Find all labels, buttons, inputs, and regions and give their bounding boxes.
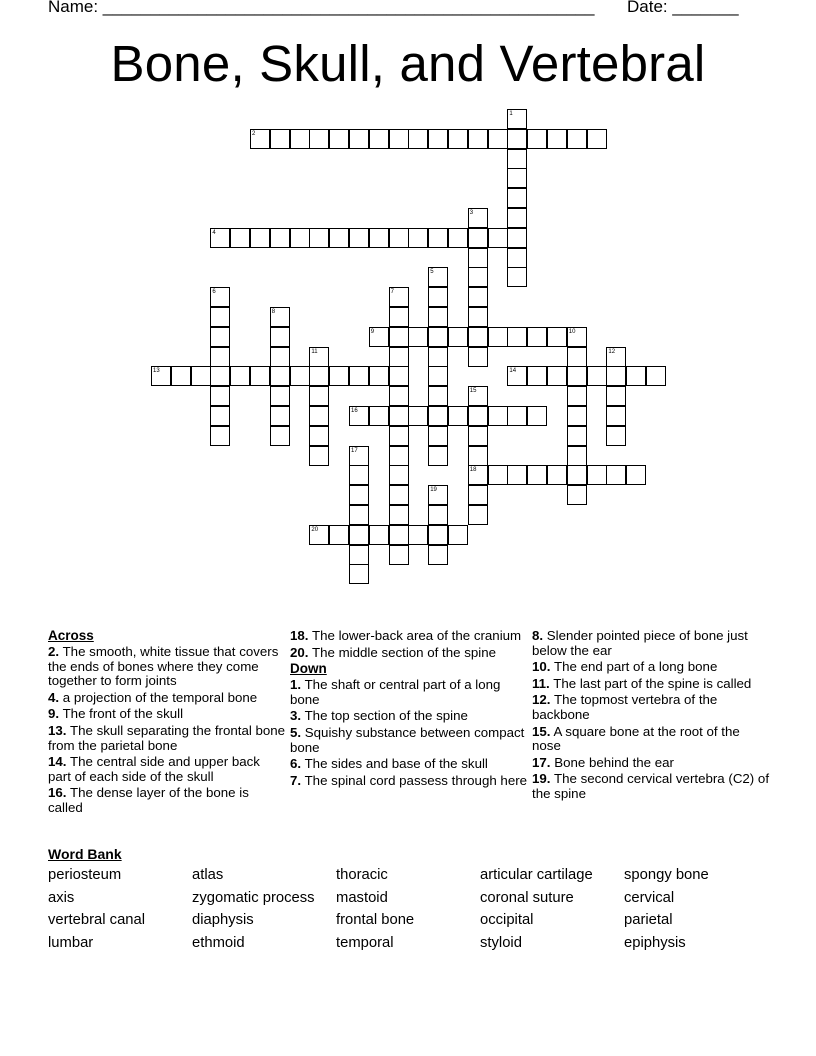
crossword-cell[interactable] bbox=[369, 525, 389, 545]
across-clue: 4. a projection of the temporal bone bbox=[48, 689, 258, 705]
clue-number: 14 bbox=[509, 368, 517, 375]
crossword-cell[interactable] bbox=[389, 485, 409, 505]
crossword-cell[interactable] bbox=[408, 525, 428, 545]
crossword-cell[interactable] bbox=[349, 564, 369, 584]
crossword-cell[interactable] bbox=[329, 366, 349, 386]
crossword-cell[interactable] bbox=[448, 406, 468, 426]
crossword-cell[interactable] bbox=[646, 366, 666, 386]
crossword-cell[interactable] bbox=[210, 287, 230, 307]
crossword-cell[interactable] bbox=[250, 366, 270, 386]
word-bank-item: vertebral canal bbox=[48, 912, 146, 929]
date-field[interactable]: Date: _______ bbox=[627, 0, 739, 16]
crossword-cell[interactable] bbox=[389, 505, 409, 525]
crossword-cell[interactable] bbox=[210, 366, 230, 386]
crossword-cell[interactable] bbox=[369, 228, 389, 248]
clue-column-2 bbox=[290, 629, 528, 790]
clue-number: 19 bbox=[430, 487, 437, 494]
crossword-cell[interactable] bbox=[527, 366, 547, 386]
down-clue: 3. The top section of the spine bbox=[290, 708, 468, 724]
word-bank-item: frontal bone bbox=[336, 912, 415, 929]
crossword-cell[interactable] bbox=[567, 406, 587, 426]
down-clue: 8. Slender pointed piece of bone just below the ear bbox=[532, 628, 748, 658]
word-bank-item: spongy bone bbox=[624, 867, 709, 883]
crossword-cell[interactable] bbox=[389, 228, 409, 248]
crossword-cell[interactable] bbox=[210, 307, 230, 327]
word-bank-item: epiphysis bbox=[624, 935, 686, 952]
down-clue: 17. Bone behind the ear bbox=[532, 754, 674, 770]
word-bank-item: atlas bbox=[192, 867, 224, 883]
crossword-cell[interactable] bbox=[567, 366, 587, 386]
clue-number: 18 bbox=[469, 467, 477, 474]
crossword-cell[interactable] bbox=[428, 446, 448, 466]
crossword-cell[interactable] bbox=[507, 109, 527, 129]
page-title: Bone, Skull, and Vertebral bbox=[110, 35, 706, 92]
clue-number: 1 bbox=[509, 111, 513, 117]
word-bank-title: Word Bank bbox=[48, 846, 122, 862]
across-clue: 20. The middle section of the spine bbox=[290, 644, 497, 660]
crossword-cell[interactable] bbox=[290, 366, 310, 386]
crossword-cell[interactable] bbox=[606, 426, 626, 446]
crossword-cell[interactable] bbox=[468, 485, 488, 505]
crossword-cell[interactable] bbox=[567, 347, 587, 367]
across-clue: 14. The central side and upper back part of each side of the skull bbox=[48, 754, 260, 784]
word-bank-item: articular cartilage bbox=[480, 867, 593, 883]
word-bank-column bbox=[48, 867, 145, 958]
crossword-cell[interactable] bbox=[349, 525, 369, 545]
crossword-cell[interactable] bbox=[389, 347, 409, 367]
crossword-cell[interactable] bbox=[389, 406, 409, 426]
crossword-cell[interactable] bbox=[606, 386, 626, 406]
crossword-cell[interactable] bbox=[547, 465, 567, 485]
crossword-cell[interactable] bbox=[448, 228, 468, 248]
word-bank-item: mastoid bbox=[336, 889, 388, 906]
crossword-cell[interactable] bbox=[587, 366, 607, 386]
crossword-cell[interactable] bbox=[428, 307, 448, 327]
crossword-cell[interactable] bbox=[270, 228, 290, 248]
crossword-cell[interactable] bbox=[606, 406, 626, 426]
crossword-cell[interactable] bbox=[309, 228, 329, 248]
crossword-cell[interactable] bbox=[309, 446, 329, 466]
crossword-cell[interactable] bbox=[468, 406, 488, 426]
crossword-cell[interactable] bbox=[389, 366, 409, 386]
crossword-cell[interactable] bbox=[527, 465, 547, 485]
crossword-cell[interactable] bbox=[389, 287, 409, 307]
crossword-cell[interactable] bbox=[270, 347, 290, 367]
crossword-cell[interactable] bbox=[389, 465, 409, 485]
crossword-cell[interactable] bbox=[210, 347, 230, 367]
crossword-cell[interactable] bbox=[389, 545, 409, 565]
crossword-cell[interactable] bbox=[210, 406, 230, 426]
across-clue: 16. The dense layer of the bone is called bbox=[48, 785, 249, 816]
crossword-cell[interactable] bbox=[587, 129, 607, 149]
word-bank-item: axis bbox=[48, 889, 75, 906]
crossword-cell[interactable] bbox=[389, 307, 409, 327]
crossword-cell[interactable] bbox=[468, 426, 488, 446]
crossword-cell[interactable] bbox=[408, 129, 428, 149]
crossword-cell[interactable] bbox=[389, 129, 409, 149]
crossword-cell[interactable] bbox=[428, 426, 448, 446]
across-clue: 18. The lower-back area of the cranium bbox=[290, 628, 522, 643]
across-clue: 2. The smooth, white tissue that covers the ends of bones where they come together to form joints bbox=[48, 644, 279, 689]
crossword-cell[interactable] bbox=[428, 347, 448, 367]
down-clue: 1. The shaft or central part of a long bone bbox=[290, 677, 501, 707]
crossword-cell[interactable] bbox=[507, 366, 527, 386]
crossword-cell[interactable] bbox=[290, 228, 310, 248]
clue-number: 8 bbox=[271, 309, 276, 315]
down-clue: 12. The topmost vertebra of the backbone bbox=[532, 692, 718, 722]
clue-number: 5 bbox=[430, 269, 434, 276]
crossword-cell[interactable] bbox=[428, 366, 448, 386]
crossword-cell[interactable] bbox=[369, 129, 389, 149]
down-clue: 15. A square bone at the root of the nose bbox=[532, 723, 740, 754]
crossword-cell[interactable] bbox=[408, 327, 428, 347]
crossword-cell[interactable] bbox=[567, 327, 587, 347]
crossword-cell[interactable] bbox=[408, 228, 428, 248]
crossword-cell[interactable] bbox=[270, 406, 290, 426]
crossword-cell[interactable] bbox=[468, 386, 488, 406]
crossword-cell[interactable] bbox=[567, 386, 587, 406]
crossword-cell[interactable] bbox=[507, 168, 527, 188]
crossword-cell[interactable] bbox=[210, 426, 230, 446]
crossword-cell[interactable] bbox=[468, 248, 488, 268]
crossword-cell[interactable] bbox=[270, 386, 290, 406]
word-bank-item: diaphysis bbox=[192, 912, 254, 929]
crossword-cell[interactable] bbox=[230, 228, 250, 248]
crossword-cell[interactable] bbox=[468, 505, 488, 525]
clue-number: 20 bbox=[311, 526, 319, 533]
down-heading: Down bbox=[290, 661, 327, 677]
word-bank-item: periosteum bbox=[48, 867, 122, 883]
word-bank-item: thoracic bbox=[336, 867, 388, 883]
crossword-cell[interactable] bbox=[191, 366, 211, 386]
crossword-cell[interactable] bbox=[507, 228, 527, 248]
crossword-cell[interactable] bbox=[507, 208, 527, 228]
crossword-cell[interactable] bbox=[428, 505, 448, 525]
clue-number: 17 bbox=[351, 447, 358, 454]
crossword-cell[interactable] bbox=[488, 327, 508, 347]
crossword-cell[interactable] bbox=[527, 406, 547, 426]
word-bank-column bbox=[480, 867, 593, 958]
word-bank-item: ethmoid bbox=[192, 935, 245, 952]
clue-number: 10 bbox=[568, 328, 576, 335]
down-clue: 6. The sides and base of the skull bbox=[290, 756, 488, 772]
crossword-cell[interactable] bbox=[488, 228, 508, 248]
clue-number: 12 bbox=[608, 348, 616, 355]
crossword-cell[interactable] bbox=[428, 129, 448, 149]
clue-column-3 bbox=[532, 629, 770, 804]
crossword-cell[interactable] bbox=[309, 406, 329, 426]
crossword-cell[interactable] bbox=[428, 545, 448, 565]
crossword-cell[interactable] bbox=[468, 228, 488, 248]
word-bank-item: coronal suture bbox=[480, 889, 574, 906]
word-bank-item: temporal bbox=[336, 935, 394, 952]
clue-number: 13 bbox=[153, 368, 160, 375]
crossword-cell[interactable] bbox=[369, 327, 389, 347]
crossword-cell[interactable] bbox=[527, 129, 547, 149]
crossword-cell[interactable] bbox=[349, 129, 369, 149]
crossword-cell[interactable] bbox=[428, 228, 448, 248]
crossword-cell[interactable] bbox=[547, 366, 567, 386]
crossword-cell[interactable] bbox=[547, 327, 567, 347]
clue-number: 3 bbox=[469, 210, 474, 216]
crossword-cell[interactable] bbox=[567, 446, 587, 466]
name-field[interactable]: Name: ____________________________________________________ bbox=[48, 0, 595, 16]
crossword-cell[interactable] bbox=[428, 327, 448, 347]
clue-number: 11 bbox=[311, 348, 318, 355]
crossword-cell[interactable] bbox=[230, 366, 250, 386]
crossword-cell[interactable] bbox=[270, 129, 290, 149]
crossword-cell[interactable] bbox=[507, 149, 527, 169]
crossword-cell[interactable] bbox=[408, 406, 428, 426]
crossword-cell[interactable] bbox=[507, 188, 527, 208]
crossword-cell[interactable] bbox=[606, 465, 626, 485]
crossword-cell[interactable] bbox=[210, 327, 230, 347]
crossword-cell[interactable] bbox=[389, 327, 409, 347]
crossword-cell[interactable] bbox=[309, 129, 329, 149]
crossword-cell[interactable] bbox=[270, 366, 290, 386]
crossword-cell[interactable] bbox=[428, 406, 448, 426]
word-bank-column bbox=[336, 867, 414, 958]
crossword-cell[interactable] bbox=[468, 446, 488, 466]
crossword-cell[interactable] bbox=[567, 129, 587, 149]
crossword-cell[interactable] bbox=[309, 426, 329, 446]
crossword-cell[interactable] bbox=[507, 248, 527, 268]
crossword-cell[interactable] bbox=[389, 446, 409, 466]
word-bank-item: lumbar bbox=[48, 935, 94, 952]
crossword-cell[interactable] bbox=[309, 366, 329, 386]
down-clue: 11. The last part of the spine is called bbox=[532, 675, 752, 691]
crossword-cell[interactable] bbox=[349, 545, 369, 565]
crossword-cell[interactable] bbox=[349, 406, 369, 426]
down-clue: 7. The spinal cord passess through here bbox=[290, 772, 528, 788]
clue-number: 9 bbox=[370, 328, 375, 335]
crossword-cell[interactable] bbox=[349, 485, 369, 505]
crossword-cell[interactable] bbox=[309, 525, 329, 545]
crossword-cell[interactable] bbox=[270, 327, 290, 347]
word-bank-item: zygomatic process bbox=[192, 889, 315, 906]
crossword-cell[interactable] bbox=[468, 465, 488, 485]
crossword-cell[interactable] bbox=[329, 525, 349, 545]
clue-column-1 bbox=[48, 629, 286, 818]
crossword-cell[interactable] bbox=[349, 505, 369, 525]
crossword-cell[interactable] bbox=[507, 406, 527, 426]
crossword-cell[interactable] bbox=[567, 465, 587, 485]
word-bank-item: parietal bbox=[624, 912, 673, 929]
crossword-cell[interactable] bbox=[448, 327, 468, 347]
crossword-cell[interactable] bbox=[349, 228, 369, 248]
crossword-cell[interactable] bbox=[389, 525, 409, 545]
crossword-cell[interactable] bbox=[329, 228, 349, 248]
crossword-cell[interactable] bbox=[488, 406, 508, 426]
crossword-cell[interactable] bbox=[507, 129, 527, 149]
crossword-cell[interactable] bbox=[468, 347, 488, 367]
crossword-cell[interactable] bbox=[567, 485, 587, 505]
crossword-cell[interactable] bbox=[389, 426, 409, 446]
word-bank-column bbox=[624, 867, 709, 958]
crossword-cell[interactable] bbox=[290, 129, 310, 149]
crossword-cell[interactable] bbox=[250, 129, 270, 149]
crossword-cell[interactable] bbox=[329, 129, 349, 149]
clue-number: 4 bbox=[212, 229, 216, 236]
down-clue: 10. The end part of a long bone bbox=[532, 659, 718, 675]
crossword-cell[interactable] bbox=[507, 327, 527, 347]
clue-number: 15 bbox=[469, 388, 477, 395]
crossword-cell[interactable] bbox=[606, 347, 626, 367]
crossword-cell[interactable] bbox=[309, 347, 329, 367]
crossword-cell[interactable] bbox=[507, 465, 527, 485]
crossword-cell[interactable] bbox=[389, 386, 409, 406]
crossword-cell[interactable] bbox=[309, 386, 329, 406]
crossword-cell[interactable] bbox=[428, 386, 448, 406]
crossword-cell[interactable] bbox=[567, 426, 587, 446]
crossword-cell[interactable] bbox=[468, 208, 488, 228]
word-bank-item: cervical bbox=[624, 889, 675, 906]
crossword-cell[interactable] bbox=[488, 129, 508, 149]
down-clue: 5. Squishy substance between compact bone bbox=[290, 725, 525, 755]
across-clue: 9. The front of the skull bbox=[48, 706, 184, 722]
crossword-cell[interactable] bbox=[428, 525, 448, 545]
crossword-cell[interactable] bbox=[527, 327, 547, 347]
clue-number: 16 bbox=[351, 408, 358, 414]
crossword-cell[interactable] bbox=[606, 366, 626, 386]
crossword-cell[interactable] bbox=[448, 129, 468, 149]
down-clue: 19. The second cervical vertebra (C2) of the spine bbox=[532, 771, 770, 801]
clue-number: 7 bbox=[390, 289, 394, 296]
crossword-cell[interactable] bbox=[488, 465, 508, 485]
crossword-cell[interactable] bbox=[369, 406, 389, 426]
word-bank-item: occipital bbox=[480, 912, 534, 929]
crossword-cell[interactable] bbox=[547, 129, 567, 149]
clue-number: 2 bbox=[252, 130, 256, 137]
crossword-cell[interactable] bbox=[468, 267, 488, 287]
crossword-cell[interactable] bbox=[468, 307, 488, 327]
crossword-cell[interactable] bbox=[507, 267, 527, 287]
across-heading: Across bbox=[48, 628, 94, 643]
crossword-cell[interactable] bbox=[151, 366, 171, 386]
crossword-cell[interactable] bbox=[626, 465, 646, 485]
crossword-cell[interactable] bbox=[468, 129, 488, 149]
crossword-cell[interactable] bbox=[171, 366, 191, 386]
crossword-cell[interactable] bbox=[369, 366, 389, 386]
crossword-cell[interactable] bbox=[468, 287, 488, 307]
crossword-cell[interactable] bbox=[626, 366, 646, 386]
crossword-cell[interactable] bbox=[349, 465, 369, 485]
crossword-cell[interactable] bbox=[428, 287, 448, 307]
crossword-cell[interactable] bbox=[587, 465, 607, 485]
crossword-cell[interactable] bbox=[428, 485, 448, 505]
word-bank-column bbox=[192, 867, 315, 958]
crossword-cell[interactable] bbox=[468, 327, 488, 347]
crossword-cell[interactable] bbox=[270, 307, 290, 327]
clue-number: 6 bbox=[212, 289, 216, 296]
word-bank-item: styloid bbox=[480, 935, 522, 952]
crossword-cell[interactable] bbox=[210, 228, 230, 248]
crossword-cell[interactable] bbox=[428, 267, 448, 287]
across-clue: 13. The skull separating the frontal bone from the parietal bone bbox=[48, 723, 286, 753]
crossword-cell[interactable] bbox=[250, 228, 270, 248]
crossword-cell[interactable] bbox=[349, 446, 369, 466]
crossword-cell[interactable] bbox=[210, 386, 230, 406]
crossword-cell[interactable] bbox=[349, 366, 369, 386]
crossword-cell[interactable] bbox=[270, 426, 290, 446]
crossword-cell[interactable] bbox=[448, 525, 468, 545]
